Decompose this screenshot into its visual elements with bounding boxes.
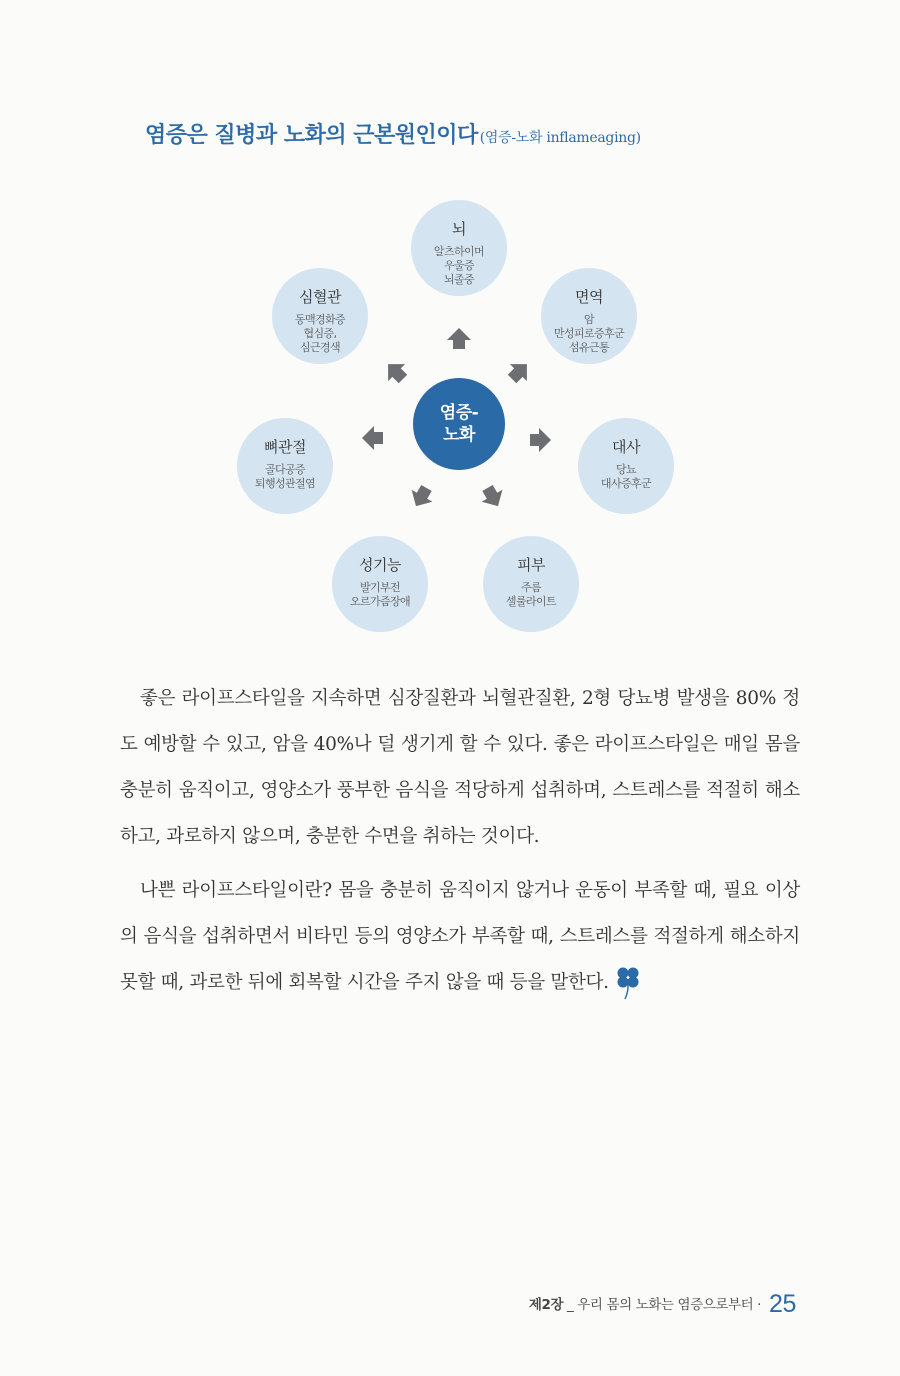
node-line: 발기부전	[359, 581, 401, 594]
node-skin	[483, 536, 579, 632]
arrow-left-icon	[362, 426, 383, 450]
node-line: 주름	[520, 581, 542, 594]
node-line: 우울증	[443, 259, 475, 272]
node-line: 암	[583, 313, 595, 326]
center-line: 염증-	[439, 403, 479, 423]
center-line: 노화	[443, 425, 475, 445]
node-title: 피부	[517, 556, 545, 574]
node-brain	[411, 200, 507, 296]
node-metabolism	[578, 418, 674, 514]
node-line: 심근경색	[299, 341, 341, 354]
node-title: 뇌	[452, 220, 466, 238]
node-title: 면역	[575, 288, 603, 306]
node-line: 당뇨	[615, 463, 637, 476]
arrow-up-icon	[447, 328, 471, 349]
node-line: 오르가즘장애	[349, 595, 411, 608]
heading-sub: (염증-노화 inflameaging)	[479, 130, 641, 146]
node-line: 동맥경화증	[294, 313, 346, 326]
footer-chapter: 제2장	[528, 1297, 564, 1313]
center-node	[413, 378, 505, 470]
paragraph-text: 나쁜 라이프스타일이란? 몸을 충분히 움직이지 않거나 운동이 부족할 때, 필요 이상의 음식을 섭취하면서 비타민 등의 영양소가 부족할 때, 스트레스를 적절하게 해소하지 못할 때, 과로한 뒤에 회복할 시간을 주지 않을 때 등을 말한다.	[120, 880, 800, 993]
node-title: 뼈관절	[264, 438, 306, 456]
node-immunity	[541, 268, 637, 364]
node-line: 만성피로증후군	[553, 327, 625, 340]
page-footer	[529, 1290, 796, 1319]
arrow-up-right-icon	[504, 356, 536, 388]
paragraph-last	[120, 868, 800, 1006]
node-line: 알츠하이머	[433, 245, 485, 258]
node-line: 섬유근통	[568, 341, 610, 354]
footer-title: _ 우리 몸의 노화는 염증으로부터 ·	[567, 1297, 762, 1313]
node-sexual-function	[332, 536, 428, 632]
node-bone-joint	[237, 418, 333, 514]
body-text	[120, 676, 800, 1014]
node-line: 골다공증	[264, 463, 306, 476]
node-line: 셀룰라이트	[505, 595, 557, 608]
arrow-down-left-icon	[406, 482, 437, 512]
heading-main: 염증은 질병과 노화의 근본원인이다	[145, 123, 478, 148]
node-title: 대사	[612, 438, 640, 456]
arrow-right-icon	[530, 428, 551, 452]
node-cardiovascular	[272, 268, 368, 364]
node-line: 대사증후군	[600, 477, 652, 490]
page-number: 25	[768, 1290, 796, 1318]
arrow-down-right-icon	[477, 482, 508, 512]
clover-icon	[615, 965, 641, 1001]
node-title: 성기능	[359, 556, 401, 574]
node-line: 협심증,	[303, 327, 337, 340]
node-line: 뇌졸중	[443, 273, 475, 286]
node-line: 퇴행성관절염	[254, 477, 316, 490]
paragraph: 좋은 라이프스타일을 지속하면 심장질환과 뇌혈관질환, 2형 당뇨병 발생을 80% 정도 예방할 수 있고, 암을 40%나 덜 생기게 할 수 있다. 좋은 라이프스타일은 매일 몸을 충분히 움직이고, 영양소가 풍부한 음식을 적당하게 섭취하며, 스트레스를 적절히 해소하고, 과로하지 않으며, 충분한 수면을 취하는 것이다.	[120, 688, 800, 847]
node-title: 심혈관	[299, 288, 341, 306]
arrow-up-left-icon	[380, 356, 412, 388]
